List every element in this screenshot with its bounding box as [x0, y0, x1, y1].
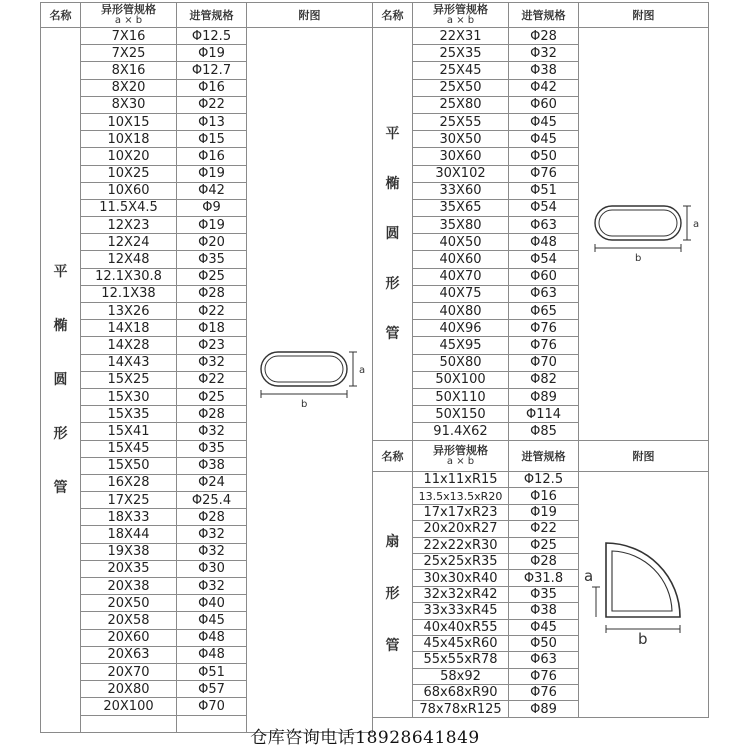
pipe-cell: Φ19 [177, 217, 247, 234]
pipe-cell: Φ76 [509, 685, 579, 701]
pipe-cell: Φ42 [509, 79, 579, 96]
spec-cell: 45x45xR60 [413, 635, 509, 651]
table-row [41, 28, 373, 45]
pipe-cell: Φ114 [509, 406, 579, 423]
spec-cell: 40X80 [413, 303, 509, 320]
figure-cell [247, 28, 373, 733]
spec-cell: 78x78xR125 [413, 701, 509, 717]
header-spec-label: 异形管规格 [433, 3, 488, 16]
spec-cell: 12X48 [81, 251, 177, 268]
spec-cell: 10X20 [81, 148, 177, 165]
spec-cell: 33X60 [413, 182, 509, 199]
pipe-cell: Φ25 [177, 388, 247, 405]
pipe-cell: Φ54 [509, 199, 579, 216]
right-top-spec-table [372, 2, 709, 441]
spec-cell: 30X102 [413, 165, 509, 182]
spec-cell: 25X55 [413, 113, 509, 130]
spec-cell: 25X35 [413, 45, 509, 62]
pipe-cell: Φ25 [509, 537, 579, 553]
header-pipe: 进管规格 [509, 441, 579, 472]
flat-oval-tube-figure [255, 346, 365, 410]
pipe-cell: Φ28 [177, 406, 247, 423]
spec-cell: 15X41 [81, 423, 177, 440]
sector-tube-figure [584, 537, 704, 647]
fig-label-b: b [300, 398, 307, 410]
spec-cell: 20X100 [81, 698, 177, 715]
spec-cell: 45X95 [413, 337, 509, 354]
spec-cell: 55x55xR78 [413, 652, 509, 668]
pipe-cell: Φ31.8 [509, 570, 579, 586]
spec-cell: 15X50 [81, 457, 177, 474]
pipe-cell: Φ28 [509, 553, 579, 569]
right-bottom-rows [373, 472, 709, 718]
spec-cell: 58x92 [413, 668, 509, 684]
spec-cell: 14X43 [81, 354, 177, 371]
spec-cell: 18X44 [81, 526, 177, 543]
spec-cell: 17x17xR23 [413, 504, 509, 520]
left-spec-table [40, 2, 373, 733]
fig-label-b: b [634, 252, 641, 264]
pipe-cell: Φ15 [177, 131, 247, 148]
pipe-cell: Φ65 [509, 303, 579, 320]
pipe-cell: Φ51 [509, 182, 579, 199]
spec-cell: 14X18 [81, 320, 177, 337]
pipe-cell: Φ32 [177, 526, 247, 543]
spec-cell: 15X25 [81, 371, 177, 388]
header-pipe: 进管规格 [177, 3, 247, 28]
header-spec [81, 3, 177, 28]
header-figure: 附图 [247, 3, 373, 28]
pipe-cell: Φ22 [177, 96, 247, 113]
pipe-cell: Φ76 [509, 337, 579, 354]
pipe-cell: Φ70 [177, 698, 247, 715]
pipe-cell: Φ25 [177, 268, 247, 285]
pipe-cell: Φ16 [177, 79, 247, 96]
spec-cell: 40X96 [413, 320, 509, 337]
spec-cell: 17X25 [81, 492, 177, 509]
spec-cell: 20X50 [81, 595, 177, 612]
pipe-cell: Φ28 [177, 509, 247, 526]
spec-cell: 8X30 [81, 96, 177, 113]
spec-cell: 20X60 [81, 629, 177, 646]
table-row [373, 472, 709, 488]
spec-cell: 15X30 [81, 388, 177, 405]
pipe-cell: Φ89 [509, 388, 579, 405]
spec-cell: 25X45 [413, 62, 509, 79]
pipe-cell: Φ45 [509, 619, 579, 635]
pipe-cell: Φ19 [177, 165, 247, 182]
pipe-cell: Φ35 [177, 251, 247, 268]
pipe-cell: Φ32 [177, 354, 247, 371]
pipe-cell: Φ24 [177, 474, 247, 491]
spec-cell: 16X28 [81, 474, 177, 491]
header-spec-sub: a × b [446, 456, 475, 467]
right-top-rows [373, 28, 709, 441]
spec-cell: 15X35 [81, 406, 177, 423]
pipe-cell: Φ38 [509, 62, 579, 79]
category-name: 扇 形 管 [373, 472, 413, 718]
pipe-cell: Φ22 [177, 371, 247, 388]
spec-cell: 18X33 [81, 509, 177, 526]
spec-cell: 12.1X38 [81, 285, 177, 302]
spec-cell: 25X80 [413, 96, 509, 113]
spec-cell: 50X80 [413, 354, 509, 371]
pipe-cell: Φ50 [509, 635, 579, 651]
pipe-cell: Φ85 [509, 423, 579, 440]
pipe-cell: Φ19 [509, 504, 579, 520]
pipe-cell: Φ57 [177, 681, 247, 698]
spec-cell: 40X75 [413, 285, 509, 302]
pipe-cell: Φ54 [509, 251, 579, 268]
spec-cell: 11x11xR15 [413, 472, 509, 488]
spec-cell: 40X50 [413, 234, 509, 251]
spec-cell: 20X63 [81, 646, 177, 663]
spec-cell: 13X26 [81, 303, 177, 320]
pipe-cell: Φ51 [177, 663, 247, 680]
category-name: 平 椭 圆 形 管 [41, 28, 81, 733]
spec-cell: 40x40xR55 [413, 619, 509, 635]
spec-cell: 12X23 [81, 217, 177, 234]
pipe-cell: Φ22 [177, 303, 247, 320]
spec-cell: 13.5x13.5xR20 [413, 488, 509, 504]
pipe-cell: Φ50 [509, 148, 579, 165]
spec-cell: 25x25xR35 [413, 553, 509, 569]
pipe-cell: Φ12.5 [509, 472, 579, 488]
header-name: 名称 [373, 3, 413, 28]
pipe-cell: Φ42 [177, 182, 247, 199]
right-bottom-spec-table [372, 440, 709, 718]
spec-cell: 50X100 [413, 371, 509, 388]
spec-cell: 10X25 [81, 165, 177, 182]
pipe-cell: Φ18 [177, 320, 247, 337]
spec-cell: 20X70 [81, 663, 177, 680]
flat-oval-tube-figure [589, 200, 699, 264]
header-spec [413, 441, 509, 472]
spec-cell: 22x22xR30 [413, 537, 509, 553]
pipe-cell: Φ35 [177, 440, 247, 457]
pipe-cell: Φ63 [509, 217, 579, 234]
pipe-cell: Φ45 [509, 113, 579, 130]
pipe-cell: Φ76 [509, 320, 579, 337]
pipe-cell: Φ40 [177, 595, 247, 612]
spec-cell: 10X60 [81, 182, 177, 199]
pipe-cell: Φ13 [177, 113, 247, 130]
pipe-cell: Φ76 [509, 668, 579, 684]
pipe-cell: Φ38 [509, 603, 579, 619]
pipe-cell: Φ16 [509, 488, 579, 504]
spec-cell: 14X28 [81, 337, 177, 354]
spec-cell: 8X16 [81, 62, 177, 79]
fig-label-b: b [637, 630, 648, 648]
pipe-cell: Φ12.5 [177, 28, 247, 45]
header-spec-sub: a × b [446, 15, 475, 26]
spec-cell: 25X50 [413, 79, 509, 96]
pipe-cell: Φ25.4 [177, 492, 247, 509]
spec-cell: 20X38 [81, 578, 177, 595]
pipe-cell: Φ32 [177, 543, 247, 560]
header-pipe: 进管规格 [509, 3, 579, 28]
spec-cell: 30X60 [413, 148, 509, 165]
pipe-cell: Φ82 [509, 371, 579, 388]
spec-cell: 8X20 [81, 79, 177, 96]
pipe-cell: Φ32 [509, 45, 579, 62]
spec-cell: 10X15 [81, 113, 177, 130]
fig-label-a: a [358, 364, 365, 376]
spec-cell: 30X50 [413, 131, 509, 148]
warehouse-phone-footer: 仓库咨询电话18928641849 [250, 728, 480, 748]
pipe-cell: Φ22 [509, 521, 579, 537]
pipe-cell: Φ63 [509, 285, 579, 302]
header-spec [413, 3, 509, 28]
spec-cell: 40X60 [413, 251, 509, 268]
pipe-cell: Φ48 [177, 646, 247, 663]
pipe-cell: Φ45 [177, 612, 247, 629]
spec-cell: 7X25 [81, 45, 177, 62]
category-name: 平 椭 圆 形 管 [373, 28, 413, 441]
header-name: 名称 [41, 3, 81, 28]
header-figure: 附图 [579, 3, 709, 28]
left-rows [41, 28, 373, 733]
pipe-cell: Φ89 [509, 701, 579, 717]
fig-label-a: a [583, 567, 593, 586]
pipe-cell: Φ9 [177, 199, 247, 216]
pipe-cell: Φ76 [509, 165, 579, 182]
fig-label-a: a [692, 218, 699, 230]
spec-cell: 20X80 [81, 681, 177, 698]
spec-cell: 40X70 [413, 268, 509, 285]
pipe-cell: Φ12.7 [177, 62, 247, 79]
pipe-cell: Φ38 [177, 457, 247, 474]
spec-cell: 19X38 [81, 543, 177, 560]
header-figure: 附图 [579, 441, 709, 472]
pipe-cell: Φ30 [177, 560, 247, 577]
spec-cell: 33x33xR45 [413, 603, 509, 619]
table-row [373, 28, 709, 45]
spec-cell: 68x68xR90 [413, 685, 509, 701]
spec-cell: 20X35 [81, 560, 177, 577]
figure-cell [579, 28, 709, 441]
header-spec-label: 异形管规格 [433, 444, 488, 457]
pipe-cell: Φ35 [509, 586, 579, 602]
pipe-cell: Φ48 [509, 234, 579, 251]
pipe-cell: Φ63 [509, 652, 579, 668]
figure-cell [579, 472, 709, 718]
pipe-cell: Φ32 [177, 423, 247, 440]
pipe-cell: Φ23 [177, 337, 247, 354]
pipe-cell: Φ48 [177, 629, 247, 646]
pipe-cell: Φ16 [177, 148, 247, 165]
spec-cell: 12.1X30.8 [81, 268, 177, 285]
spec-cell: 11.5X4.5 [81, 199, 177, 216]
spec-cell: 91.4X62 [413, 423, 509, 440]
spec-cell: 20x20xR27 [413, 521, 509, 537]
spec-cell: 7X16 [81, 28, 177, 45]
spec-cell: 35X65 [413, 199, 509, 216]
pipe-cell: Φ28 [509, 28, 579, 45]
pipe-cell: Φ70 [509, 354, 579, 371]
pipe-cell: Φ60 [509, 96, 579, 113]
spec-cell: 12X24 [81, 234, 177, 251]
pipe-cell: Φ28 [177, 285, 247, 302]
spec-cell: 15X45 [81, 440, 177, 457]
spec-cell: 32x32xR42 [413, 586, 509, 602]
pipe-cell: Φ19 [177, 45, 247, 62]
header-spec-sub: a × b [114, 15, 143, 26]
spec-cell: 50X150 [413, 406, 509, 423]
pipe-cell: Φ60 [509, 268, 579, 285]
pipe-cell: Φ45 [509, 131, 579, 148]
spec-cell: 30x30xR40 [413, 570, 509, 586]
spec-cell: 35X80 [413, 217, 509, 234]
spec-cell: 10X18 [81, 131, 177, 148]
pipe-cell: Φ20 [177, 234, 247, 251]
header-spec-label: 异形管规格 [101, 3, 156, 16]
spec-cell: 20X58 [81, 612, 177, 629]
pipe-cell: Φ32 [177, 578, 247, 595]
spec-cell: 22X31 [413, 28, 509, 45]
header-name: 名称 [373, 441, 413, 472]
spec-cell: 50X110 [413, 388, 509, 405]
